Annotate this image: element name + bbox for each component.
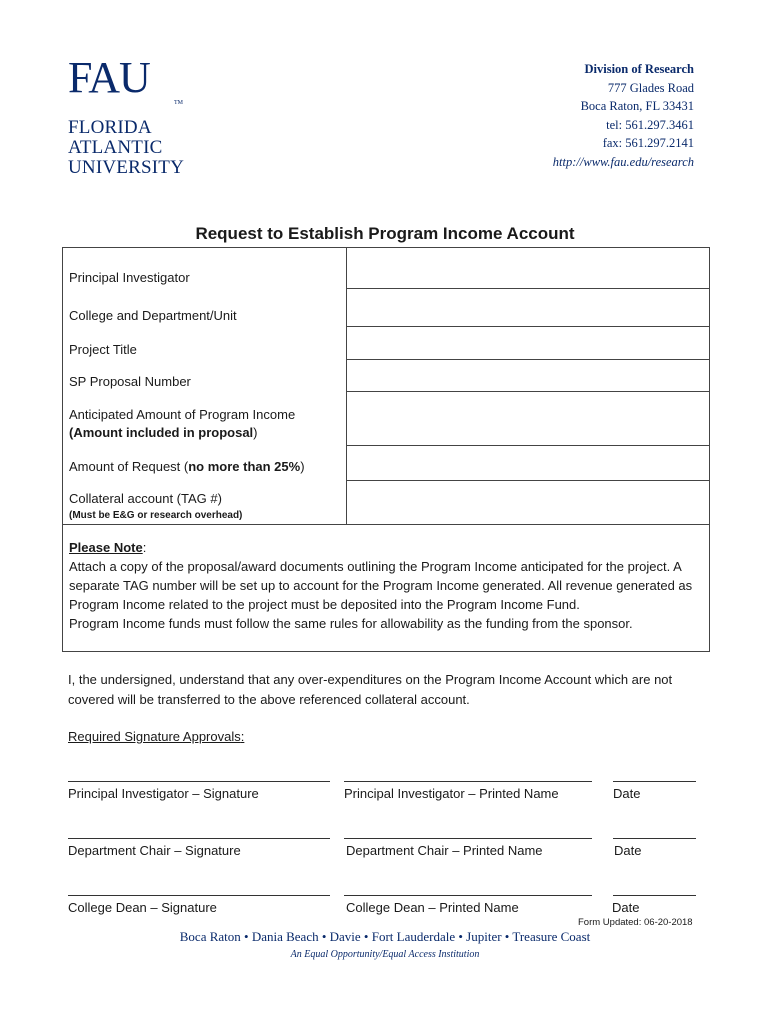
input-sp-proposal-number[interactable] (347, 360, 709, 391)
label-principal-investigator: Principal Investigator (69, 270, 190, 285)
label-sp-proposal-number: SP Proposal Number (69, 374, 191, 389)
input-principal-investigator[interactable] (347, 248, 709, 288)
input-project-title[interactable] (347, 327, 709, 359)
row-divider (63, 524, 709, 525)
fau-logo (68, 53, 198, 178)
pi-date-label: Date (613, 786, 641, 801)
pi-signature-label: Principal Investigator – Signature (68, 786, 259, 801)
input-amount-of-request[interactable] (347, 446, 709, 480)
dean-date-line[interactable] (613, 895, 696, 896)
form-title: Request to Establish Program Income Account (195, 224, 575, 243)
campus-list: Boca Raton • Dania Beach • Davie • Fort Lauderdale • Jupiter • Treasure Coast (179, 929, 591, 944)
label-collateral-account: Collateral account (TAG #) (69, 491, 222, 506)
undersigned-statement: I, the undersigned, understand that any over-expenditures on the Program Income Account which are not covered will be transferred to the above referenced collateral account. (68, 672, 673, 707)
city-state-zip: Boca Raton, FL 33431 (580, 99, 694, 113)
division-name: Division of Research (584, 62, 694, 76)
chair-signature-line[interactable] (68, 838, 330, 839)
address-block (553, 60, 694, 171)
input-anticipated-amount[interactable] (347, 392, 709, 445)
logo-trademark: TM (174, 100, 183, 106)
chair-signature-label: Department Chair – Signature (68, 843, 241, 858)
pi-printed-name-line[interactable] (344, 781, 592, 782)
dean-printed-name-line[interactable] (344, 895, 592, 896)
dean-printed-name-label: College Dean – Printed Name (346, 900, 519, 915)
label-amount-of-request: Amount of Request (no more than 25%) (69, 459, 305, 474)
chair-date-label: Date (614, 843, 642, 858)
chair-date-line[interactable] (613, 838, 696, 839)
form-updated-date: Form Updated: 06-20-2018 (578, 917, 693, 928)
chair-printed-name-label: Department Chair – Printed Name (346, 843, 543, 858)
label-anticipated-amount: Anticipated Amount of Program Income (69, 407, 296, 422)
label-project-title: Project Title (69, 342, 137, 357)
dean-date-label: Date (612, 900, 640, 915)
chair-printed-name-line[interactable] (344, 838, 592, 839)
please-note-body: Attach a copy of the proposal/award documents outlining the Program Income anticipated for the project. A separate TAG number will be set up to account for the Program Income generated. All revenue generated as Program Income related to the project must be deposited into the Program Income Fund. (69, 559, 693, 612)
logo-fau-letters: FAU (68, 53, 150, 102)
equal-opportunity-statement: An Equal Opportunity/Equal Access Institution (290, 949, 480, 960)
pi-signature-line[interactable] (68, 781, 330, 782)
please-note-rules: Program Income funds must follow the same rules for allowability as the funding from the sponsor. (69, 616, 633, 631)
label-college-department: College and Department/Unit (69, 308, 237, 323)
label-amount-included: (Amount included in proposal) (69, 425, 258, 440)
required-approvals-heading: Required Signature Approvals: (68, 729, 245, 744)
please-note: Please Note: Attach a copy of the proposal/award documents outlining the Program Income anticipated for the project. A separate TAG number will be set up to account for the Program Income generated. All revenue generated as Program Income related to the project must be deposited into the Program Income Fund. Program Income funds must follow the same rules for allowability as the funding from the sponsor. (69, 540, 693, 631)
website-link[interactable]: http://www.fau.edu/research (552, 154, 694, 169)
dean-signature-label: College Dean – Signature (68, 900, 217, 915)
pi-date-line[interactable] (613, 781, 696, 782)
fax: fax: 561.297.2141 (602, 136, 694, 150)
logo-atlantic: ATLANTIC (68, 137, 163, 158)
input-collateral-account[interactable] (347, 481, 709, 524)
telephone: tel: 561.297.3461 (606, 117, 694, 132)
please-note-heading: Please Note (69, 540, 143, 555)
logo-florida: FLORIDA (68, 117, 152, 138)
pi-printed-name-label: Principal Investigator – Printed Name (344, 786, 559, 801)
street-address: 777 Glades Road (607, 80, 694, 95)
form-table (62, 247, 710, 652)
logo-university: UNIVERSITY (68, 157, 184, 178)
dean-signature-line[interactable] (68, 895, 330, 896)
label-collateral-note: (Must be E&G or research overhead) (69, 510, 243, 521)
input-college-department[interactable] (347, 289, 709, 326)
